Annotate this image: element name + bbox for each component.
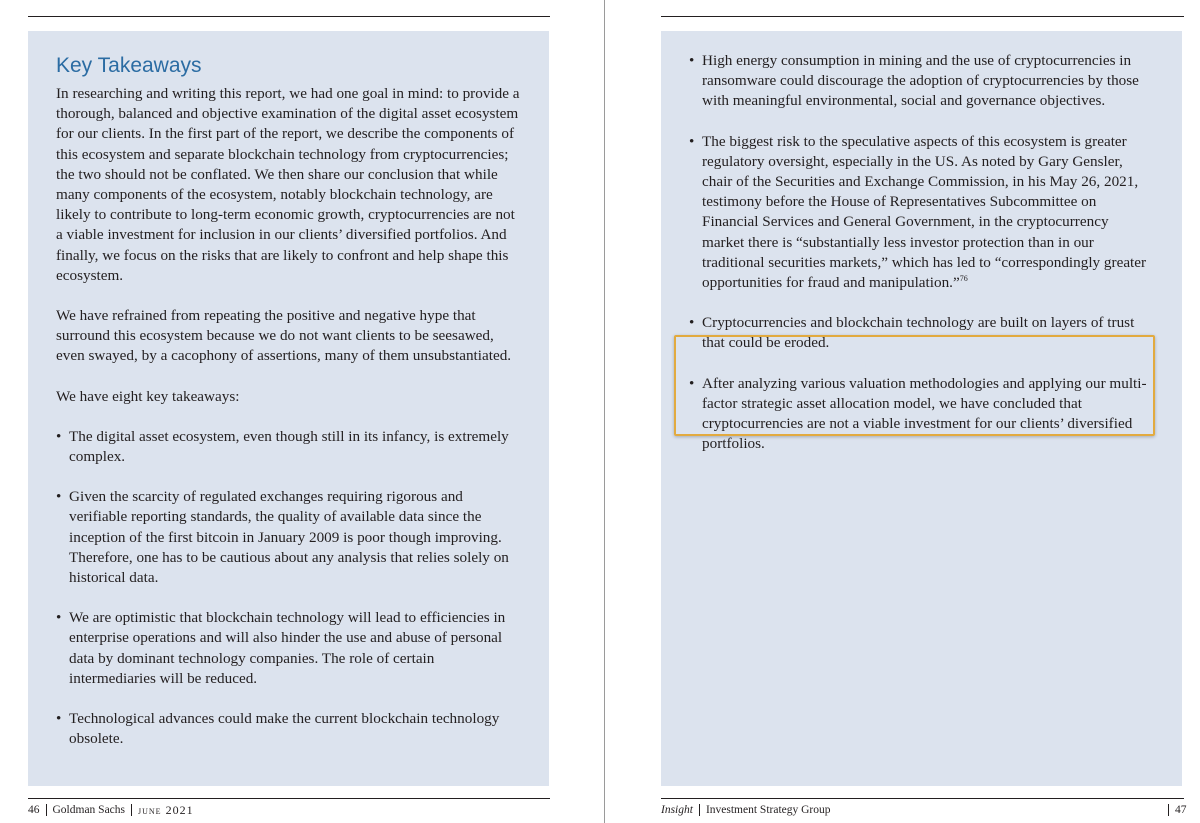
publication-date: june 2021	[138, 803, 194, 817]
bullet-item: • The digital asset ecosystem, even though still in its infancy, is extremely complex.	[56, 427, 521, 467]
footnote-reference: 76	[959, 273, 968, 283]
left-page-panel	[28, 31, 549, 786]
left-page-number: 46	[28, 804, 40, 816]
publisher-name: Goldman Sachs	[52, 804, 126, 816]
key-takeaways-heading: Key Takeaways	[56, 54, 202, 77]
left-footer	[28, 803, 194, 817]
footer-separator	[46, 804, 47, 816]
bullet-item: • Cryptocurrencies and blockchain technology are built on layers of trust that could be eroded.	[689, 313, 1154, 353]
right-page-number: 47	[1175, 804, 1187, 816]
right-footer	[661, 803, 831, 817]
group-name: Investment Strategy Group	[705, 804, 831, 816]
left-bottom-rule	[28, 798, 550, 799]
bullet-item: • Given the scarcity of regulated exchanges requiring rigorous and verifiable reporting standards, the quality of available data since the inception of the first bitcoin in January 2009 is poor though improving. Therefore, one has to be cautious about any analysis that relies solely on historical data.	[56, 487, 521, 588]
bullet-item-regulatory	[689, 132, 1154, 294]
bullet-item: • Technological advances could make the current blockchain technology obsolete.	[56, 709, 521, 749]
takeaways-intro: We have eight key takeaways:	[56, 387, 240, 405]
intro-paragraph: In researching and writing this report, we had one goal in mind: to provide a thorough, balanced and objective examination of the digital asset ecosystem for our clients. In the first part of the report, we describe the components of this ecosystem and separate blockchain technology from cryptocurrencies; the two should not be conflated. We then share our conclusion that while many components of the ecosystem, notably blockchain technology, are likely to contribute to long-term economic growth, cryptocurrencies are not a viable investment for inclusion in our clients’ diversified portfolios. And finally, we focus on the risks that are likely to confront and help shape this ecosystem.	[56, 85, 520, 284]
page-spine	[604, 0, 605, 823]
publication-name: Insight	[661, 804, 693, 816]
right-top-rule	[661, 16, 1184, 17]
left-top-rule	[28, 16, 550, 17]
conclusion-highlight-box	[674, 335, 1155, 436]
right-page-number-wrap	[1168, 803, 1187, 817]
bullet-item: • High energy consumption in mining and the use of cryptocurrencies in ransomware could discourage the adoption of cryptocurrencies by those with meaningful environmental, social and governance objectives.	[689, 51, 1154, 112]
footer-separator	[699, 804, 700, 816]
bullet-item-conclusion: • After analyzing various valuation methodologies and applying our multi-factor strategic asset allocation model, we have concluded that cryptocurrencies are not a viable investment for our clients’ diversified portfolios.	[689, 374, 1154, 455]
bullet-text: The biggest risk to the speculative aspects of this ecosystem is greater regulatory oversight, especially in the US. As noted by Gary Gensler, chair of the Securities and Exchange Commission, in his May 26, 2021, testimony before the House of Representatives Subcommittee on Financial Services and General Government, in the cryptocurrency market there is “substantially less investor protection than in our traditional securities markets,” which has led to “correspondingly greater opportunities for fraud and manipulation.”	[702, 132, 1147, 292]
bullet-item: • We are optimistic that blockchain technology will lead to efficiencies in enterprise operations and will also hinder the use and abuse of personal data by dominant technology companies. The role of certain intermediaries will be reduced.	[56, 608, 521, 689]
hype-paragraph: We have refrained from repeating the positive and negative hype that surround this ecosystem because we do not want clients to be seesawed, even swayed, by a cacophony of assertions, many of them unsubstantiated.	[56, 307, 512, 365]
right-bottom-rule	[661, 798, 1184, 799]
footer-separator	[1168, 804, 1169, 816]
footer-separator	[131, 804, 132, 816]
left-bullet-list	[56, 427, 521, 750]
